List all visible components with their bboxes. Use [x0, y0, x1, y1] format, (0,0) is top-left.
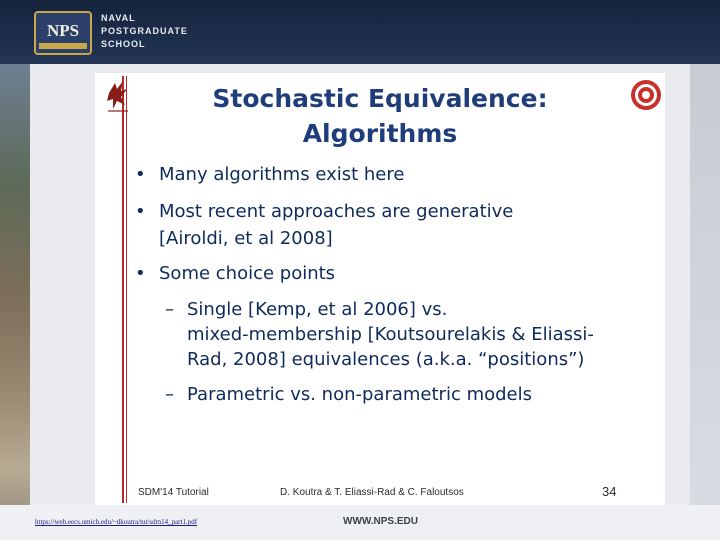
slide-number: 34 [602, 484, 617, 499]
sub-bullet-text: Parametric vs. non-parametric models [187, 384, 532, 405]
slide-title [155, 81, 605, 151]
sub-bullet-text: Single [Kemp, et al 2006] vs. [187, 299, 448, 320]
source-link[interactable]: https://web.eecs.umich.edu/~dkoutra/tut/sdm14_part1.pdf [35, 518, 198, 526]
campus-photo-strip [0, 64, 30, 540]
bullet-marker: • [135, 263, 146, 284]
right-frame-strip [690, 64, 720, 540]
logo-banner [39, 43, 87, 49]
bullet-text: Most recent approaches are generative [159, 201, 514, 222]
title-line: Algorithms [302, 119, 458, 148]
university-seal-icon [630, 79, 662, 111]
school-line: NAVAL [101, 13, 136, 23]
school-line: POSTGRADUATE [101, 26, 188, 36]
logo-text: NPS [46, 21, 80, 40]
slide-accent-line [122, 76, 127, 503]
dragon-logo-icon [105, 79, 131, 115]
sub-bullet-marker: – [165, 384, 174, 405]
bullet-text: Some choice points [159, 263, 336, 284]
sub-bullet-text: mixed-membership [Koutsourelakis & Eliassi- [187, 324, 594, 345]
bullet-text: [Airoldi, et al 2008] [159, 228, 333, 249]
school-line: SCHOOL [101, 39, 146, 49]
slide [95, 73, 665, 505]
slide-footer-left: SDM'14 Tutorial [138, 487, 209, 498]
sub-bullet-marker: – [165, 299, 174, 320]
bullet-marker: • [135, 164, 146, 185]
bullet-marker: • [135, 201, 146, 222]
nps-logo [34, 11, 92, 55]
bullet-text: Many algorithms exist here [159, 164, 405, 185]
school-name [101, 12, 221, 51]
slide-footer-authors: D. Koutra & T. Eliassi-Rad & C. Faloutsos [280, 487, 464, 498]
title-line: Stochastic Equivalence: [212, 84, 548, 113]
website-label: WWW.NPS.EDU [343, 516, 418, 527]
sub-bullet-text: Rad, 2008] equivalences (a.k.a. “positions”) [187, 349, 585, 370]
